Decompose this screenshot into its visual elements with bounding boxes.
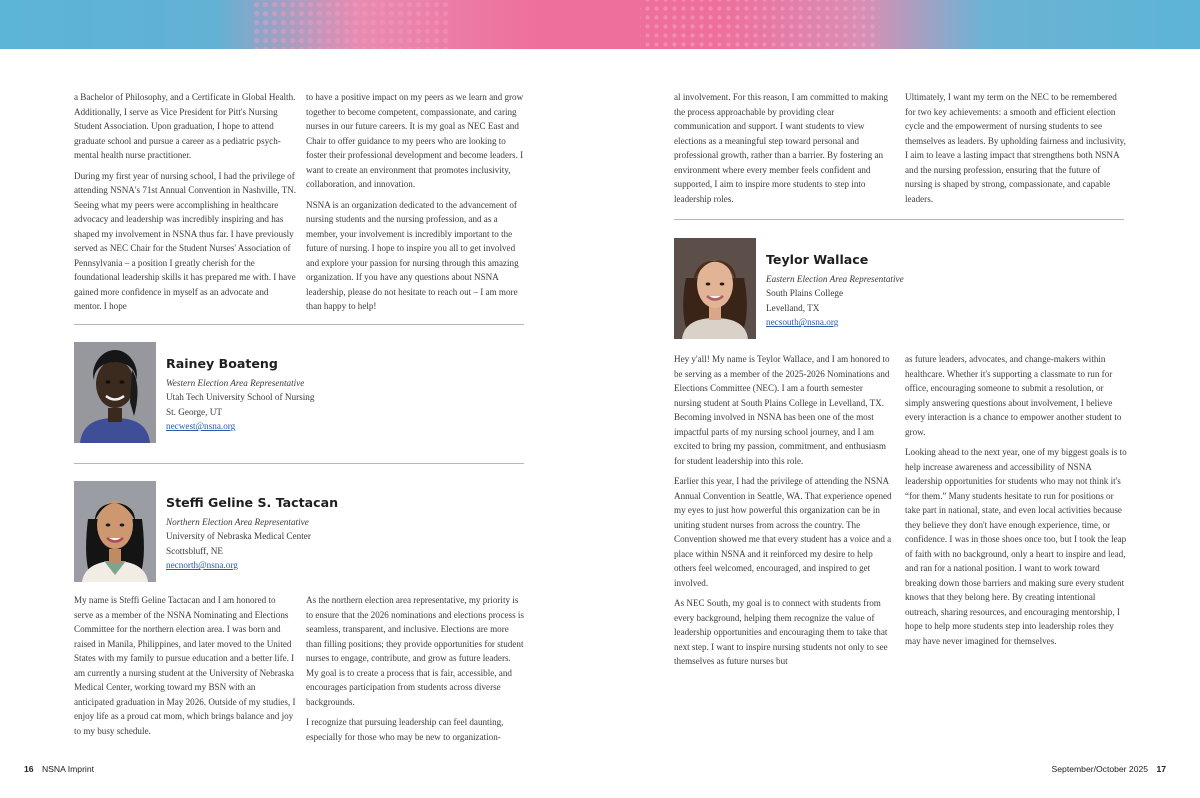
person-role: Eastern Election Area Representative <box>766 274 904 284</box>
person-role: Western Election Area Representative <box>166 378 305 388</box>
page-number: 16 <box>24 764 34 774</box>
section-divider <box>74 463 524 464</box>
right-col1-bottom <box>674 352 892 669</box>
right-col2-bottom <box>905 352 1127 648</box>
person-school: South Plains College <box>766 288 844 299</box>
person-name: Teylor Wallace <box>766 252 869 267</box>
rainey-portrait <box>74 342 156 443</box>
halftone-band-graphic <box>0 0 1200 49</box>
paragraph: Looking ahead to the next year, one of my biggest goals is to help increase awareness and accessibility of NSNA leadership opportunities for students who may not think it's “for them.” Many students hesitate to run for positions or take part in national, state, and even local activities because they believe they don't have enough experience, time, or confidence. I was in those shoes once too, but I took the leap of faith with no background, only a heart to inspire and lead, and ran for a national position. I want to work toward breaking down those barriers and making sure every student knows that they belong here. By creating intentional outreach, sharing resources, and encouraging mentorship, I hope to help more students step into leadership roles they may have never imagined for themselves. <box>905 447 1127 646</box>
person-school: University of Nebraska Medical Center <box>166 531 311 542</box>
person-location: St. George, UT <box>166 406 222 417</box>
email-link[interactable]: necwest@nsna.org <box>166 421 236 432</box>
paragraph: a Bachelor of Philosophy, and a Certificate in Global Health. Additionally, I serve as Vice President for Pitt's Nursing Student Association. Upon graduation, I hope to attend graduate school and pursue a career as a pediatric psych-mental health nurse practitioner. <box>74 92 296 160</box>
paragraph: al involvement. For this reason, I am committed to making the process approachable by providing clear communication and support. I want students to view elections as a meaningful step toward personal and professional growth, rather than a barrier. By fostering an environment where every member feels confident and supported, I aim to inspire more students to step into leadership roles. <box>674 92 888 204</box>
paragraph: to have a positive impact on my peers as we learn and grow together to become competent, compassionate, and caring nurses in our future careers. It is my goal as NEC East and Chair to offer guidance to my peers who are looking to foster their professional development and become leaders. I want to create an environment that promotes inclusivity, collaboration, and innovation. <box>306 92 524 189</box>
left-col2-top <box>306 90 524 314</box>
right-footer <box>1052 764 1166 774</box>
person-school: Utah Tech University School of Nursing <box>166 392 315 403</box>
paragraph: Ultimately, I want my term on the NEC to be remembered for two key achievements: a smooth and efficient election cycle and the empowerment of nursing students to see themselves as leaders. By upholding fairness and inclusivity, I aim to leave a lasting impact that strengthens both NSNA and the nursing profession, ensuring that the future of nursing is shaped by strong, compassionate, and capable leaders. <box>905 92 1126 204</box>
left-col1-bottom <box>74 593 296 738</box>
paragraph: Hey y'all! My name is Teylor Wallace, and I am honored to be serving as a member of the 2025-2026 Nominations and Elections Committee (NEC). I am a fourth semester nursing student at South Plains College in Levelland, TX. Becoming involved in NSNA has been one of the most impactful parts of my nursing school journey, and I am excited to bring my passion, commitment, and enthusiasm for student leadership into this role. <box>674 354 890 466</box>
email-link[interactable]: necsouth@nsna.org <box>766 317 839 328</box>
paragraph: Earlier this year, I had the privilege of attending the NSNA Annual Convention in Seattle, WA. That experience opened my eyes to just how powerful this organization can be in uniting student nurses from across the country. The Convention showed me that every student has a voice and a place within NSNA and it reinforced my desire to help others feel welcomed, encouraged, and inspired to get involved. <box>674 476 892 588</box>
person-role: Northern Election Area Representative <box>166 517 309 527</box>
paragraph: I recognize that pursuing leadership can feel daunting, especially for those who may be new to organization- <box>306 717 504 742</box>
steffi-profile <box>166 495 426 573</box>
steffi-portrait <box>74 481 156 582</box>
section-divider <box>74 324 524 325</box>
person-name: Rainey Boateng <box>166 356 278 371</box>
section-divider <box>674 219 1124 220</box>
paragraph: NSNA is an organization dedicated to the advancement of nursing students and the nursing profession, and as a member, your involvement is incredibly important to the future of nursing. I hope to inspire you all to get involved and explore your passion for nursing through this amazing organization. If you have any questions about NSNA leadership, please do not hesitate to reach out – I am more than happy to help! <box>306 199 519 311</box>
issue-date: September/October 2025 <box>1051 764 1149 774</box>
right-col1-top <box>674 90 892 206</box>
left-col2-bottom <box>306 593 524 744</box>
paragraph: As NEC South, my goal is to connect with students from every background, helping them recognize the value of leadership opportunities and encouraging them to take that next step. I want to inspire nursing students not only to see themselves as future nurses but <box>674 598 888 666</box>
paragraph: My name is Steffi Geline Tactacan and I am honored to serve as a member of the NSNA Nominating and Elections Committee for the northern election area. I was born and raised in Manila, Philippines, and later moved to the United States with my family to pursue education and a better life. I am currently a nursing student at the University of Nebraska Medical Center, working toward my BSN with an anticipated graduation in May 2026. Outside of my studies, I enjoy life as a proud cat mom, which brings balance and joy to my busy schedule. <box>74 595 296 736</box>
left-col1-top <box>74 90 296 314</box>
email-link[interactable]: necnorth@nsna.org <box>166 560 238 571</box>
right-col2-top <box>905 90 1127 206</box>
teylor-portrait <box>674 238 756 339</box>
teylor-profile <box>766 252 1026 330</box>
header-halftone-band <box>0 0 1200 49</box>
left-footer <box>24 764 94 774</box>
paragraph: During my first year of nursing school, I had the privilege of attending NSNA's 71st Annual Convention in Nashville, TN. Seeing what my peers were accomplishing in healthcare advocacy and leadership was incredibly inspiring and has shaped my involvement in NSNA thus far. I have previously served as NEC Chair for the Student Nurses' Association of Pennsylvania – a position I greatly cherish for the foundational leadership skills it has prepared me with. I have gained more confidence in myself as an advocate and mentor. I hope <box>74 170 296 311</box>
page-number: 17 <box>1156 764 1166 774</box>
publication-title: NSNA Imprint <box>41 764 95 774</box>
person-location: Scottsbluff, NE <box>166 545 223 556</box>
paragraph: as future leaders, advocates, and change-makers within healthcare. Whether it's supporting a classmate to run for office, encouraging someone to submit a resolution, or simply answering questions about involvement, I believe every interaction is a chance to empower another student to grow. <box>905 354 1122 437</box>
person-name: Steffi Geline S. Tactacan <box>166 495 339 510</box>
rainey-profile <box>166 356 416 434</box>
person-location: Levelland, TX <box>766 302 820 313</box>
paragraph: As the northern election area representative, my priority is to ensure that the 2026 nominations and elections process is seamless, transparent, and inclusive. Elections are more than filling positions; they provide opportunities for student nurses to engage, contribute, and grow as future leaders. My goal is to create a process that is fair, accessible, and encourages participation from students across diverse backgrounds. <box>306 595 524 707</box>
